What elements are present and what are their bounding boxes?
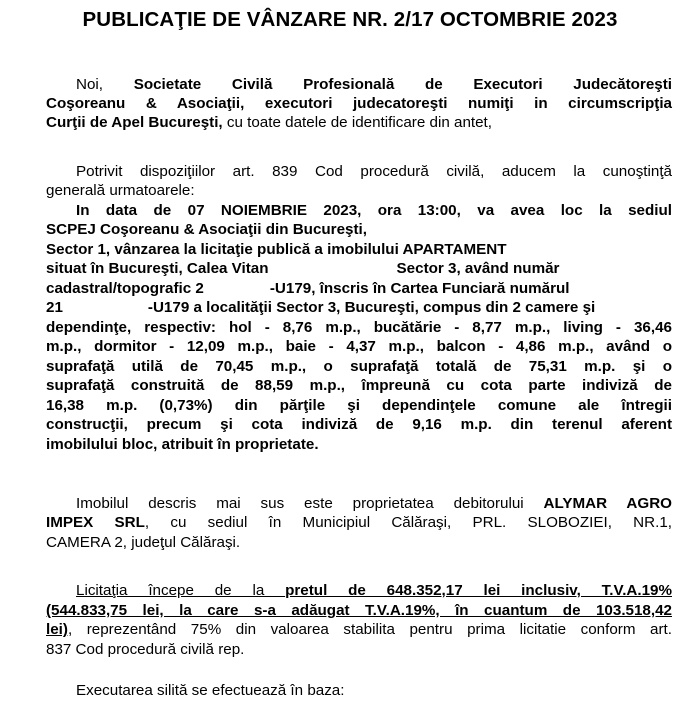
sale-details-line-10: suprafaţă construită de 88,59 m.p., împreună cu cota parte indiviză de [46, 377, 672, 394]
price-line-3: lei), reprezentând 75% din valoarea stabilita pentru prima licitatie conform art. [46, 621, 672, 638]
paragraph-intro-line-3: Curţii de Apel Bucureşti, cu toate datele de identificare din antet, [46, 114, 492, 131]
execution-basis-line: Executarea silită se efectuează în baza: [76, 682, 345, 699]
sale-details-line-7: dependinţe, respectiv: hol - 8,76 m.p., bucătărie - 8,77 m.p., living - 36,46 [46, 319, 672, 336]
sale-details-line-12: construcţii, precum şi cota indiviză de 9,16 m.p. din terenul aferent [46, 416, 672, 433]
paragraph-intro-line-1: Noi, Societate Civilă Profesională de Executori Judecătoreşti [76, 76, 672, 93]
paragraph-legal-line-2: generală urmatoarele: [46, 182, 195, 199]
document-title: PUBLICAŢIE DE VÂNZARE NR. 2/17 OCTOMBRIE 2023 [82, 8, 618, 31]
paragraph-intro-line-2: Coşoreanu & Asociaţii, executori judecatoreşti numiţi in circumscripţia [46, 95, 672, 112]
paragraph-legal-line-1: Potrivit dispoziţiilor art. 839 Cod procedură civilă, aducem la cunoştinţă [76, 163, 672, 180]
sale-details-line-4: situat în Bucureşti, Calea Vitan Sector 3, având număr [46, 260, 560, 277]
sale-details-line-5: cadastral/topografic 2 -U179, înscris în Cartea Funciară numărul [46, 280, 570, 297]
debtor-line-1: Imobilul descris mai sus este proprietatea debitorului ALYMAR AGRO [76, 495, 672, 512]
price-line-4: 837 Cod procedură civilă rep. [46, 641, 245, 658]
debtor-line-2: IMPEX SRL, cu sediul în Municipiul Călăraşi, PRL. SLOBOZIEI, NR.1, [46, 514, 673, 531]
sale-details-line-13: imobilului bloc, atribuit în proprietate. [46, 436, 319, 453]
price-line-1: Licitaţia începe de la pretul de 648.352,17 lei inclusiv, T.V.A.19% [76, 582, 672, 599]
sale-details-line-2: SCPEJ Coşoreanu & Asociaţii din Bucureşti, [46, 221, 367, 238]
sale-details-line-3: Sector 1, vânzarea la licitaţie publică a imobilului APARTAMENT [46, 241, 507, 258]
sale-details-line-6: 21 -U179 a localităţii Sector 3, Bucureşti, compus din 2 camere şi [46, 299, 596, 316]
sale-details-line-9: suprafaţă utilă de 70,45 m.p., o suprafaţă totală de 75,31 m.p. şi o [46, 358, 672, 375]
price-line-2: (544.833,75 lei, la care s-a adăugat T.V.A.19%, în cuantum de 103.518,42 [46, 602, 672, 619]
sale-details-line-8: m.p., dormitor - 12,09 m.p., baie - 4,37 m.p., balcon - 4,86 m.p., având o [46, 338, 672, 355]
sale-details-line-11: 16,38 m.p. (0,73%) din părţile şi dependinţele comune ale întregii [46, 397, 672, 414]
sale-details-line-1: In data de 07 NOIEMBRIE 2023, ora 13:00, va avea loc la sediul [76, 202, 672, 219]
debtor-line-3: CAMERA 2, judeţul Călăraşi. [46, 534, 241, 551]
